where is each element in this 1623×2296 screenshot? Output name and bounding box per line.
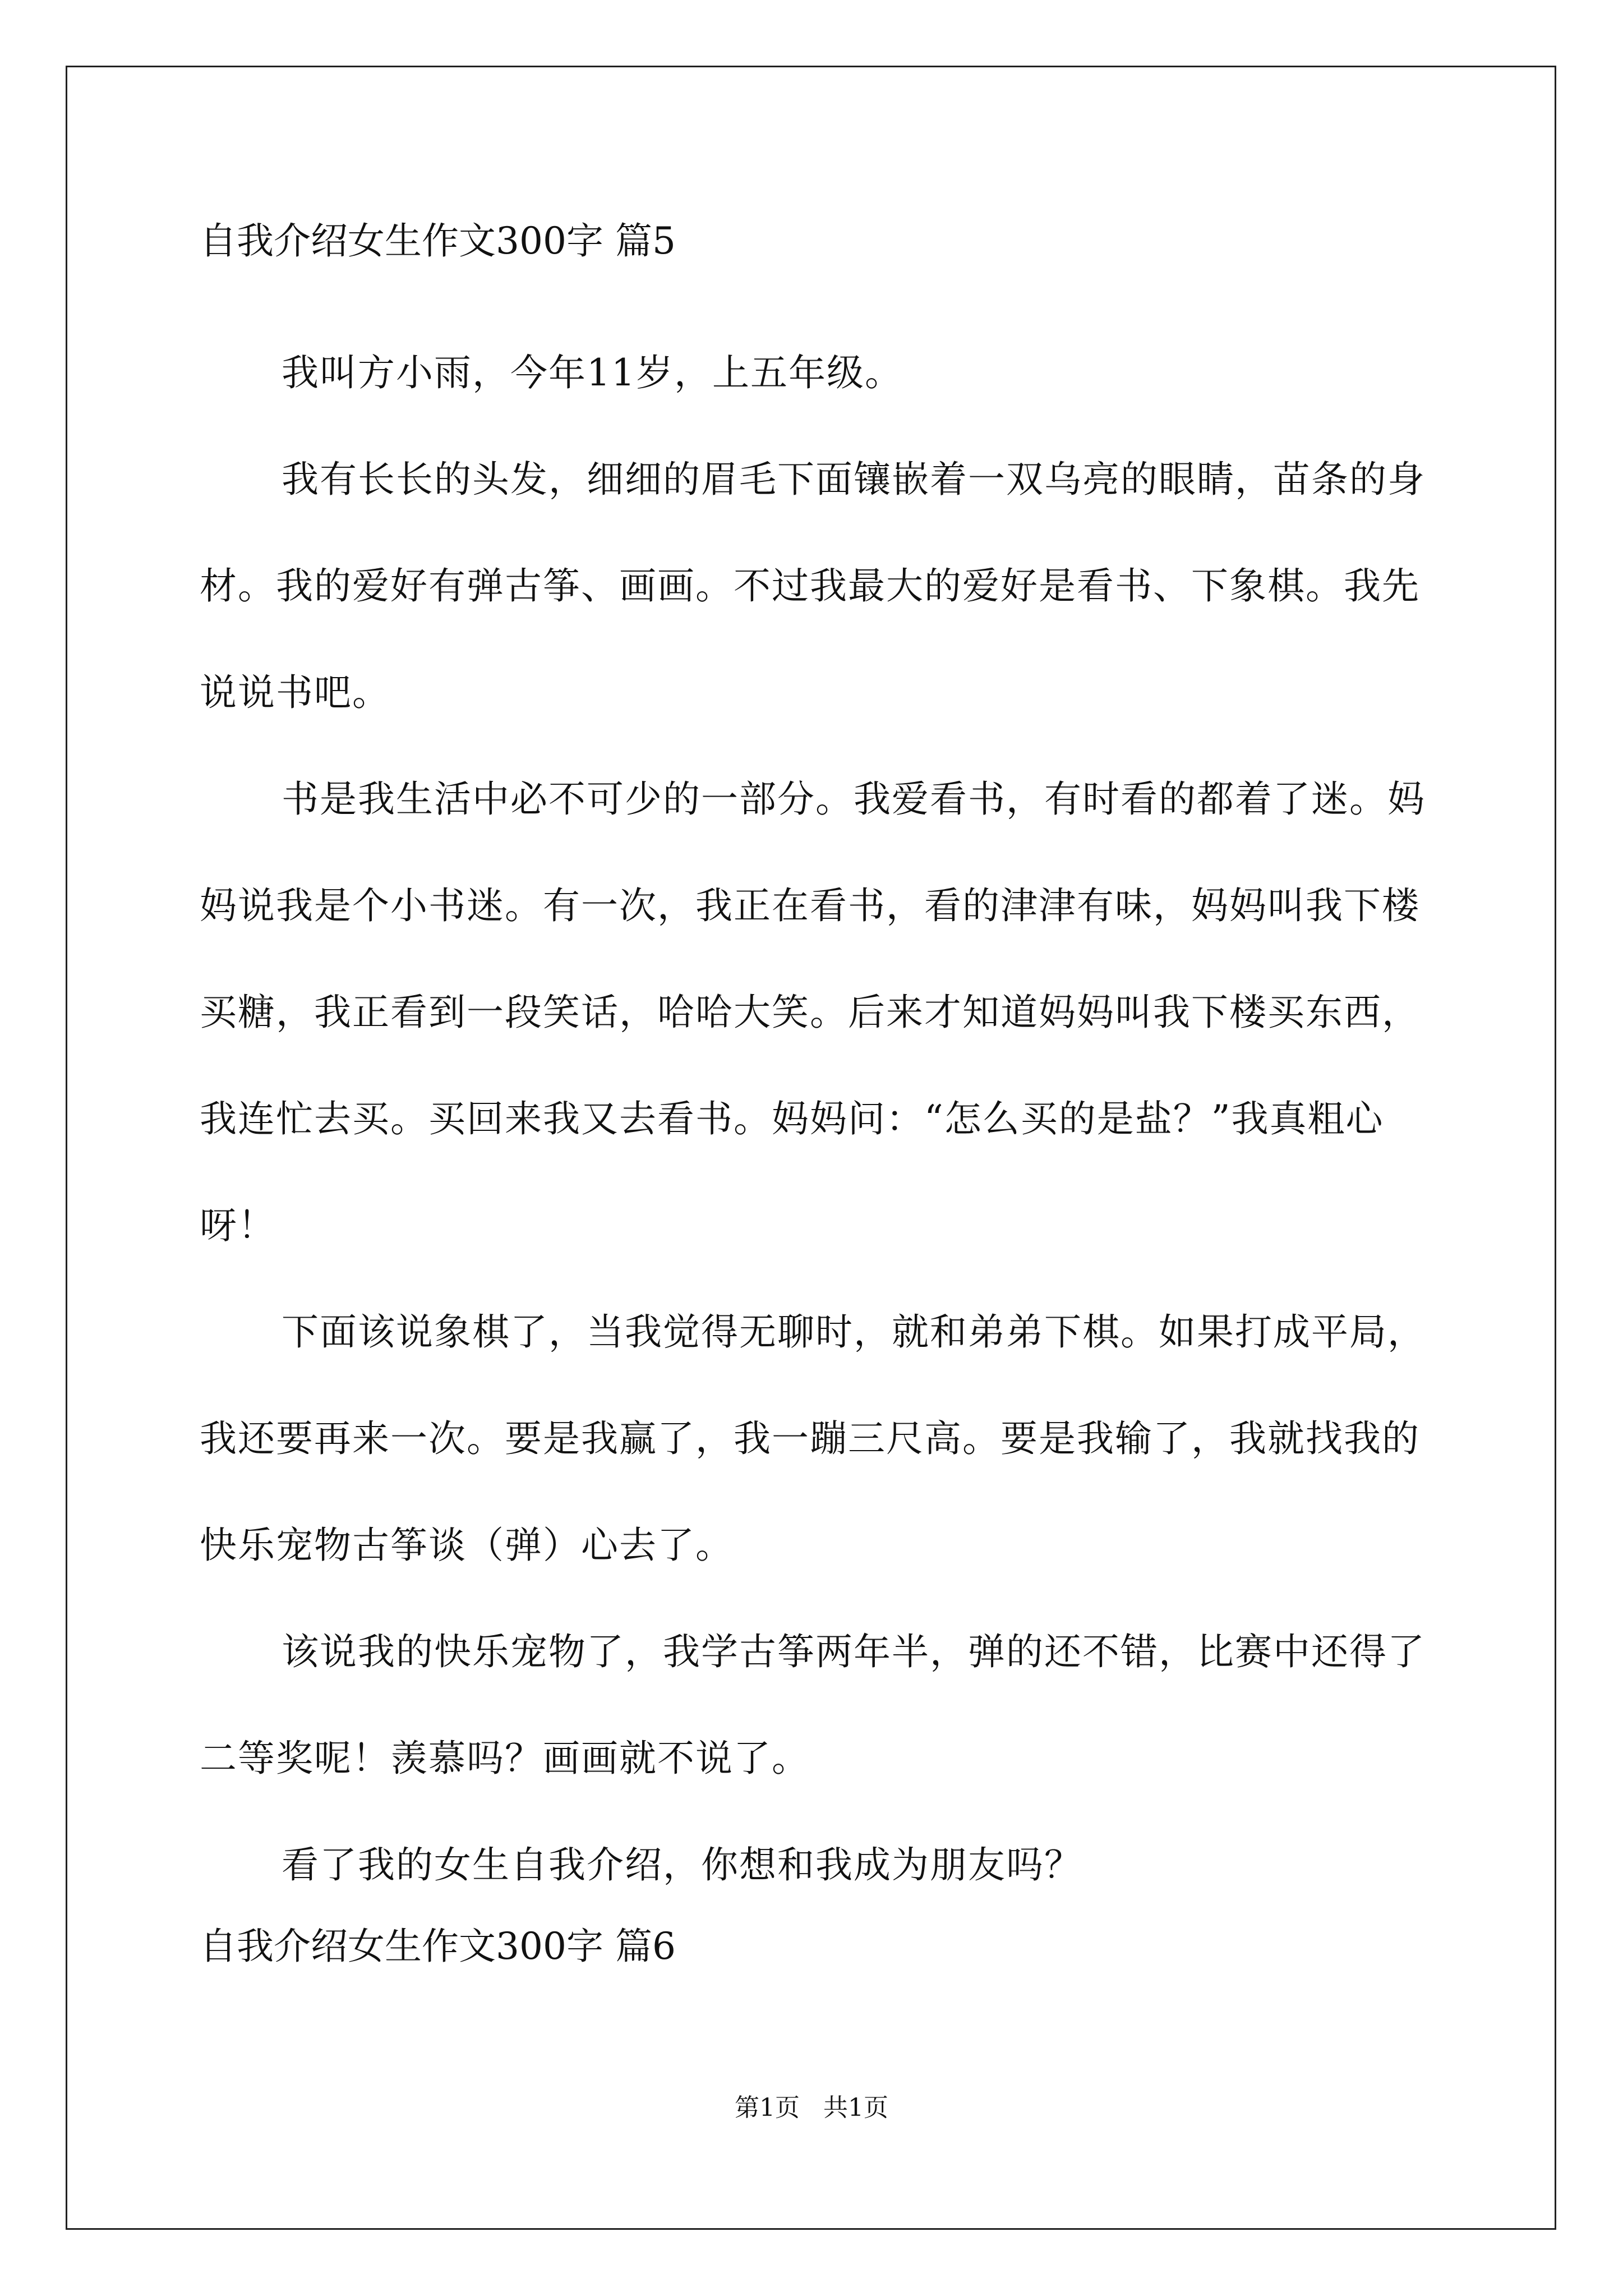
paragraph-closing: 看了我的女生自我介绍，你想和我成为朋友吗？ (282, 1843, 1082, 1887)
section-heading-6: 自我介绍女生作文300字 篇6 (200, 1925, 676, 1968)
paragraph-guzheng: 该说我的快乐宠物了，我学古筝两年半，弹的还不错，比赛中还得了二等奖呢！羡慕吗？画画就不说了。 (200, 1630, 1426, 1780)
paragraph-appearance: 我有长长的头发，细细的眉毛下面镶嵌着一双乌亮的眼睛，苗条的身材。我的爱好有弹古筝、画画。不过我最大的爱好是看书、下象棋。我先说说书吧。 (200, 458, 1426, 714)
page-number-footer: 第1页 共1页 (735, 2093, 888, 2122)
paragraph-intro: 我叫方小雨，今年11岁，上五年级。 (282, 351, 903, 394)
paragraph-reading: 书是我生活中必不可少的一部分。我爱看书，有时看的都着了迷。妈妈说我是个小书迷。有一次，我正在看书，看的津津有味，妈妈叫我下楼买糖，我正看到一段笑话，哈哈大笑。后来才知道妈妈叫我下楼买东西，我连忙去买。买回来我又去看书。妈妈问：“怎么买的是盐？”我真粗心呀！ (200, 777, 1426, 1247)
document-body (200, 213, 1456, 1975)
section-heading-5: 自我介绍女生作文300字 篇5 (200, 219, 676, 263)
paragraph-chess: 下面该说象棋了，当我觉得无聊时，就和弟弟下棋。如果打成平局，我还要再来一次。要是我赢了，我一蹦三尺高。要是我输了，我就找我的快乐宠物古筝谈（弹）心去了。 (200, 1310, 1426, 1567)
